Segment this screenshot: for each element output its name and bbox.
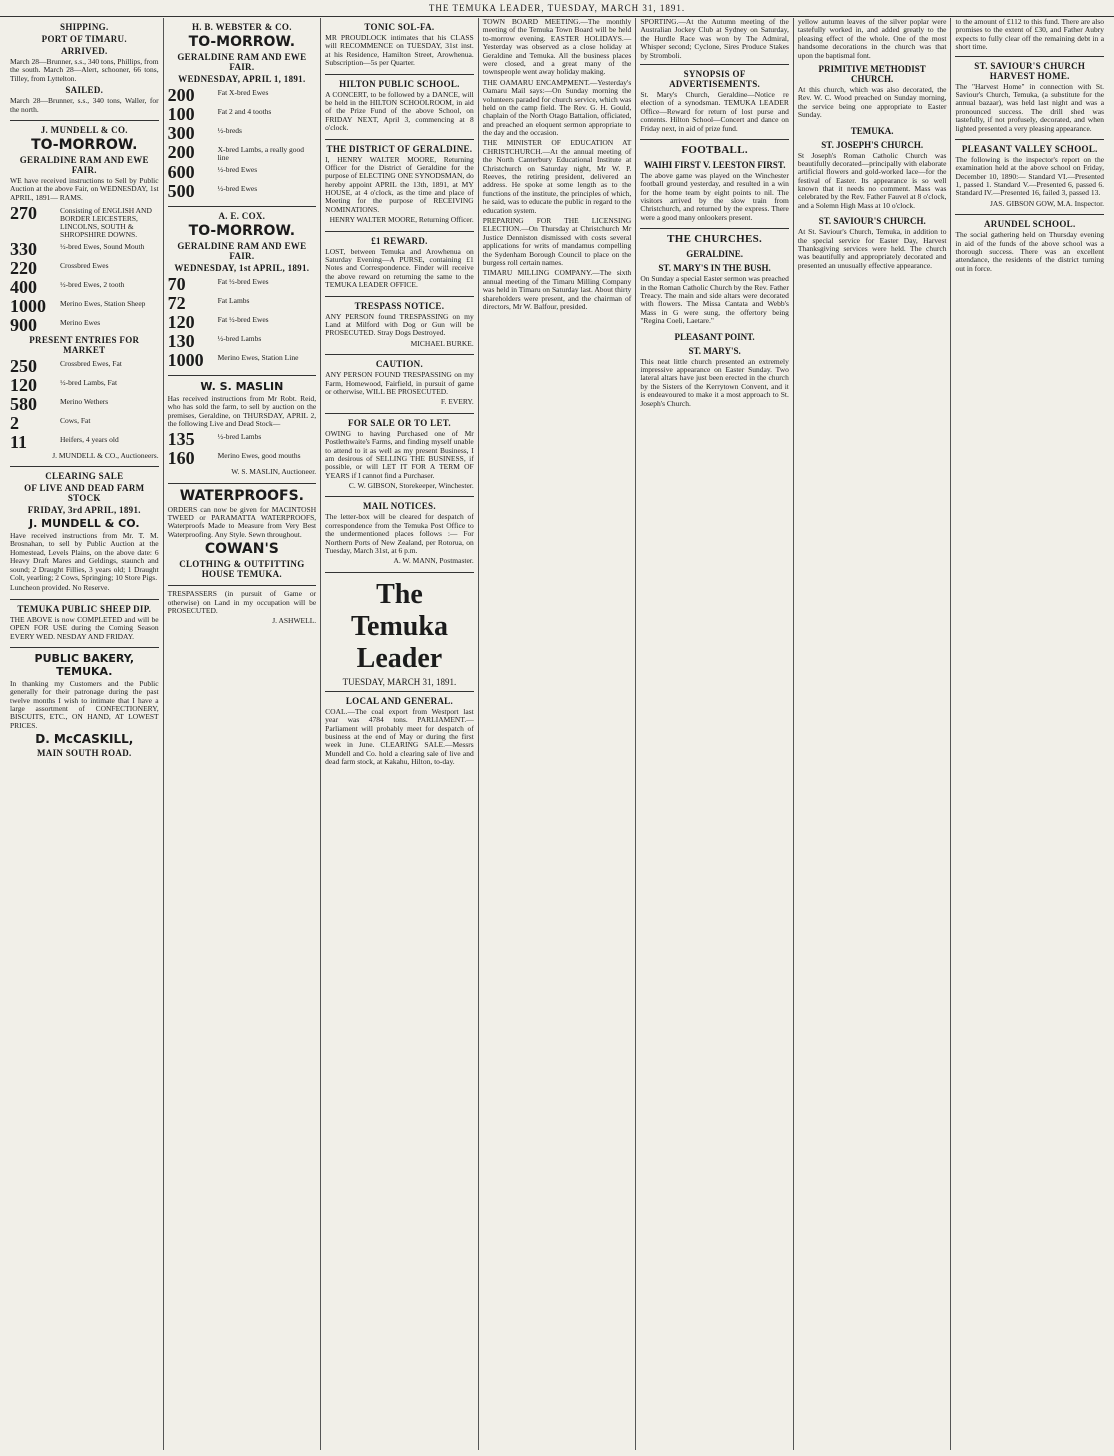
column-7	[951, 18, 1108, 1450]
page-header: THE TEMUKA LEADER, TUESDAY, MARCH 31, 1891.	[0, 0, 1114, 17]
forsale-title: FOR SALE OR TO LET.	[347, 417, 451, 428]
churches-body: On Sunday a special Easter sermon was preached in the Roman Catholic Church by the Rev. Father Treacy. The main and side altars were decorated with flowers. The Missa Cantata and Webb's Mass in G were sung, the offertory being "Regina Coeli, Laetare."	[640, 274, 789, 326]
trespass-name: MICHAEL BURKE.	[410, 338, 474, 348]
reward-body: LOST, between Temuka and Arowhenua on Saturday Evening—A PURSE, containing £1 Notes and Correspondence. Finder will receive the above reward on returning the same to the TEMUKA LEADER OFFICE.	[325, 246, 474, 290]
entry-row: 580 Merino Wethers	[10, 393, 109, 414]
cox-date: WEDNESDAY, 1st APRIL, 1891.	[174, 262, 310, 273]
clearing-sale-ad	[10, 471, 159, 593]
mundell-ad	[10, 125, 159, 460]
synopsis-body: St. Mary's Church, Geraldine—Notice re election of a synodsman. TEMUKA LEADER Office—Reward for return of lost purse and contents. Hilton School—Concert and dance on Friday next, in aid of prize fund.	[640, 89, 789, 133]
district-notice	[325, 144, 474, 225]
caution-notice	[325, 359, 474, 407]
bakery-addr: MAIN SOUTH ROAD.	[37, 748, 132, 759]
football-sub: WAIHI FIRST V. LEESTON FIRST.	[643, 159, 786, 170]
column-2	[164, 18, 322, 1450]
newspaper-nameplate: The Temuka Leader	[350, 578, 448, 674]
bakery-title: PUBLIC BAKERY, TEMUKA.	[34, 651, 135, 678]
webster-sub: GERALDINE RAM AND EWE FAIR.	[177, 52, 307, 72]
pleasant-valley-section	[955, 144, 1104, 208]
churches-title: THE CHURCHES.	[667, 233, 763, 246]
caution-title: CAUTION.	[375, 359, 424, 370]
column-5	[636, 18, 794, 1450]
forsale-name: C. W. GIBSON, Storekeeper, Winchester.	[348, 481, 474, 491]
divider	[955, 56, 1104, 57]
column-3	[321, 18, 479, 1450]
methodist-body: At this church, which was also decorated, the Rev. W. C. Wood preached on Sunday morning, the service being one appropriate to Easter Sunday.	[797, 84, 947, 120]
divider	[325, 572, 474, 573]
lot-row: 72 Fat Lambs	[167, 292, 250, 313]
article-text: THE OAMARU ENCAMPMENT.—Yesterday's Oamaru Mail says:—On Sunday morning the volunteers paraded for church service, which was held on the camp field. The Rev. G. H. Gould, chaplain of the North Otago Battalion, officiated, and preached an eloquent sermon appropriate to the day and the occasion.	[482, 77, 632, 138]
valley-title: PLEASANT VALLEY SCHOOL.	[961, 143, 1098, 154]
article-text: TOWN BOARD MEETING.—The monthly meeting of the Temuka Town Board will be held to-morrow evening. EASTER HOLIDAYS.—Yesterday was observed as a close holiday at Geraldine and Temuka. All the business places were closed, and a great many of the townspeople went away holiday making.	[482, 18, 632, 77]
divider	[640, 228, 789, 229]
cowans-brand: COWAN'S	[204, 541, 279, 558]
divider	[325, 354, 474, 355]
mundell-footer: J. MUNDELL & CO., Auctioneers.	[52, 450, 159, 460]
clearing-luncheon: Luncheon provided. No Reserve.	[10, 583, 110, 593]
bakery-body: In thanking my Customers and the Public generally for their patronage during the past twelve months I wish to intimate that I have a large assortment of CONFECTIONERY, BISCUITS, ETC., ON HAND, AT LOWEST PRICES.	[10, 678, 159, 730]
entry-row: 250 Crossbred Ewes, Fat	[10, 355, 122, 376]
webster-headline: TO-MORROW.	[188, 34, 296, 50]
divider	[325, 691, 474, 692]
article-text: yellow autumn leaves of the silver poplar were tastefully worked in, and added greatly to the pleasing effect of the whole. One of the most handsome decorations in the church was that upon the baptismal font.	[797, 18, 947, 60]
clearing-firm: J. MUNDELL & CO.	[29, 517, 140, 531]
divider	[325, 496, 474, 497]
lot-row: 130 ½-bred Lambs	[167, 330, 262, 351]
mail-title: MAIL NOTICES.	[362, 501, 436, 512]
methodist-title: PRIMITIVE METHODIST CHURCH.	[818, 63, 926, 84]
mundell-firm: J. MUNDELL & CO.	[40, 124, 128, 135]
maslin-footer: W. S. MASLIN, Auctioneer.	[231, 467, 317, 477]
tonic-title: TONIC SOL-FA.	[364, 22, 435, 32]
mail-notices	[325, 501, 474, 565]
lot-row: 270 Consisting of ENGLISH AND BORDER LEICESTERS, LINCOLNS, SOUTH & SHROPSHIRE DOWNS.	[10, 203, 152, 239]
saviour-title: ST. SAVIOUR'S CHURCH.	[818, 216, 926, 227]
temuka-body: St Joseph's Roman Catholic Church was beautifully decorated—principally with elaborate artificial flowers and gold-worked lace—for the festival of Easter. Its appearance is so well known that it needs no comment. Mass was celebrated by the Rev. Father Fauvel at 8 o'clock, and a Solemn High Mass at 10 o'clock.	[797, 150, 947, 210]
forsale-body: OWING to having Purchased one of Mr Postlethwaite's Farms, and finding myself unable to attend to it as well as my present Business, I am desirous of SELLING THE BUSINESS, if possible, or will LET IT FOR A TERM OF YEARS if I cannot find a Purchaser.	[325, 428, 474, 480]
divider	[325, 231, 474, 232]
column-4	[479, 18, 637, 1450]
maslin-ad	[168, 380, 317, 477]
sheep-dip-ad	[10, 604, 159, 641]
caution-body: ANY PERSON FOUND TRESPASSING on my Farm, Homewood, Fairfield, in pursuit of game or otherwise, WILL BE PROSECUTED.	[325, 370, 474, 396]
maslin-body: Has received instructions from Mr Robt. Reid, who has sold the farm, to sell by auction on the premises, Geraldine, on THURSDAY, APRIL 2, the following Live and Dead Stock—	[167, 393, 317, 428]
lot-row: 500 ½-bred Ewes	[167, 180, 258, 201]
synopsis-title: SYNOPSIS OF ADVERTISEMENTS.	[669, 68, 761, 89]
local-general	[325, 696, 474, 767]
maslin-firm: W. S. MASLIN	[200, 379, 284, 393]
arrived-label: ARRIVED.	[60, 46, 108, 56]
divider	[325, 413, 474, 414]
article-text: PREPARING FOR THE LICENSING ELECTION.—On Thursday at Christchurch Mr Justice Denniston dismissed with costs several applications for writs of mandamus compelling the Sydenham Borough Council to place on the burgess roll certain names.	[482, 215, 632, 267]
cox-ad	[168, 211, 317, 369]
divider	[640, 64, 789, 65]
waterproofs-body: ORDERS can now be given for MACINTOSH TWEED or PARAMATTA WATERPROOFS, Waterproofs Made to Measure from Very Best Waterproofing. Any Style. Sewn throughout.	[167, 504, 317, 539]
district-body: I, HENRY WALTER MOORE, Returning Officer for the District of Geraldine for the purpose of ELECTING ONE SYNODSMAN, do hereby appoint APRIL the 13th, 1891, at MY HOUSE, at 4 o'clock, as the time and place of Meeting for the purpose of RECEIVING NOMINATIONS.	[325, 154, 474, 214]
harvest-home-section	[955, 61, 1104, 133]
local-title: LOCAL AND GENERAL.	[345, 695, 454, 706]
synopsis-section	[640, 69, 789, 133]
temuka-sub: ST. JOSEPH'S CHURCH.	[821, 139, 924, 150]
local-body: COAL.—The coal export from Westport last year was 4784 tons. PARLIAMENT.—Parliament will probably meet for despatch of business at the end of May or during the first week in June. CLEARING SALE.—Messrs Mundell and Co. hold a clearing sale of live and dead farm stock, at Kakahu, Hilton, to-day.	[325, 706, 474, 767]
saviour-section	[798, 216, 947, 270]
tonic-sol-fa	[325, 22, 474, 68]
divider	[325, 74, 474, 75]
shipping-port: PORT OF TIMARU.	[41, 34, 127, 44]
district-title: THE DISTRICT OF GERALDINE.	[326, 143, 473, 154]
divider	[10, 647, 159, 648]
temuka-section	[798, 126, 947, 211]
ashwell-body: TRESPASSERS (in pursuit of Game or otherwise) on Land in my occupation will be PROSECUTED.	[167, 589, 317, 616]
mundell-headline: TO-MORROW.	[31, 136, 138, 153]
churches-section	[640, 233, 789, 325]
dip-title: TEMUKA PUBLIC SHEEP DIP.	[17, 603, 152, 614]
article-text: SPORTING.—At the Autumn meeting of the Australian Jockey Club at Sydney on Saturday, the Hurdle Race was won by The Admiral, Whisper second; Cyclone, Sires Produce Stakes by Stromboli.	[640, 18, 789, 60]
arundel-section	[955, 219, 1104, 273]
trespass-body: ANY PERSON found TRESPASSING on my Land at Milford with Dog or Gun will be PROSECUTED. Stray Dogs Destroyed.	[325, 311, 474, 338]
pleasant-body: This neat little church presented an extremely impressive appearance on Easter Sunday. Two lateral altars have just been erected in the church by the Sisters of the Kerrytown Convent, and it is endeavoured to make it a most approach to St. Joseph's Church.	[640, 356, 789, 408]
lot-row: 300 ½-breds	[167, 123, 242, 143]
churches-sub: GERALDINE.	[686, 249, 743, 260]
football-body: The above game was played on the Winchester football ground yesterday, and resulted in a win for the home team by eight points to nil. The visitors arrived by the slow train from Christchurch, and returned by the express. There were a good many onlookers present.	[640, 170, 789, 222]
waterproofs-ad	[168, 488, 317, 580]
column-6	[794, 18, 952, 1450]
clearing-body: Have received instructions from Mr. T. M. Brosnahan, to sell by Public Auction at the Homestead, Levels Plains, on the above date: 6 Heavy Draft Mares and Geldings, staunch and sound; 2 Draught Fillies, 3 years old; 1 Draught Colt, yearling; 2 Cows, Springing; 10 Store Pigs.	[10, 531, 159, 582]
mundell-sub: GERALDINE RAM AND EWE FAIR.	[19, 154, 149, 175]
valley-body: The following is the inspector's report on the examination held at the above school on Friday, December 10, 1890:— Standard VI.—Presented 1, passed 1. Standard V.—Presented 6, passed 6. Standard IV.—Presented 16, failed 3, passed 13.	[955, 154, 1105, 198]
shipping-title: SHIPPING.	[60, 22, 109, 32]
lot-row: 135 ½-bred Lambs	[167, 429, 262, 450]
tonic-body: MR PROUDLOCK intimates that his CLASS will RECOMMENCE on TUESDAY, 31st inst. at his Residence, Hamilton Street, Arowhenua. Subscription—5s per Quarter.	[325, 33, 474, 68]
pleasant-point-section	[640, 332, 789, 408]
divider	[168, 206, 317, 207]
lot-row: 200 X-bred Lambs, a really good line	[167, 142, 305, 162]
football-section	[640, 144, 789, 222]
lot-row: 330 ½-bred Ewes, Sound Mouth	[10, 238, 145, 259]
football-title: FOOTBALL.	[681, 143, 748, 156]
article-text: THE MINISTER OF EDUCATION AT CHRISTCHURCH.—At the annual meeting of the North Canterbury Educational Institute at Christchurch on Saturday night, Mr W. P. Reeves, the retiring president, delivered an address. He spoke at some length as to the functions of the institute, the principles of which, he said, was to educate the public in regard to the education system.	[482, 138, 632, 215]
reward-notice	[325, 236, 474, 290]
clearing-sub: OF LIVE AND DEAD FARM STOCK	[24, 483, 145, 504]
saviour-body: At St. Saviour's Church, Temuka, in addition to the special service for Easter Day, Harvest Thanksgiving services were held. The church was beautifully and appropriately decorated and presented an unusually effective appearance.	[797, 227, 947, 270]
pleasant-sub: ST. MARY'S.	[688, 345, 741, 356]
mail-name: A. W. MANN, Postmaster.	[393, 556, 474, 566]
issue-date: TUESDAY, MARCH 31, 1891.	[342, 676, 457, 687]
temuka-title: TEMUKA.	[850, 125, 894, 136]
district-name: HENRY WALTER MOORE, Returning Officer.	[329, 215, 474, 225]
harvest-body: The "Harvest Home" in connection with St. Saviour's Church, Temuka, (a substitute for the annual bazaar), was held last night and was a pronounced success. The drill shed was tastefully, if not profusely, decorated, and when lighted presented a very pleasing appearance.	[955, 81, 1105, 133]
caution-name: F. EVERY.	[440, 397, 474, 407]
divider	[325, 296, 474, 297]
lot-row: 200 Fat X-bred Ewes	[167, 85, 269, 105]
lot-row: 600 ½-bred Ewes	[167, 161, 258, 182]
hilton-body: A CONCERT, to be followed by a DANCE, will be held in the HILTON SCHOOLROOM, in aid of the Prize Fund of the above School, on FRIDAY NEXT, April 3, commencing at 8 o'clock.	[325, 89, 474, 133]
clearing-date: FRIDAY, 3rd APRIL, 1891.	[27, 505, 141, 516]
lot-row: 1000 Merino Ewes, Station Line	[167, 349, 299, 370]
ashwell-notice	[168, 590, 317, 626]
bakery-name: D. McCASKILL,	[35, 732, 134, 747]
waterproofs-headline: WATERPROOFS.	[179, 487, 304, 504]
cox-firm: A. E. COX.	[218, 210, 266, 221]
dip-body: THE ABOVE is now COMPLETED and will be OPEN FOR USE during the Coming Season EVERY WED. NESDAY AND FRIDAY.	[10, 614, 159, 641]
divider	[955, 214, 1104, 215]
arundel-title: ARUNDEL SCHOOL.	[983, 219, 1076, 230]
lot-row: 220 Crossbred Ewes	[10, 257, 109, 278]
shipping-section	[10, 22, 159, 114]
columns	[6, 18, 1108, 1450]
webster-date: WEDNESDAY, APRIL 1, 1891.	[178, 74, 306, 84]
present-entries: PRESENT ENTRIES FOR MARKET	[29, 334, 140, 355]
lot-row: 120 Fat ½-bred Ewes	[167, 311, 269, 332]
mundell-intro: WE have received instructions to Sell by Public Auction at the above Fair, on WEDNESDAY, 1st APRIL, 1891— RAMS.	[10, 175, 159, 202]
trespass-title: TRESPASS NOTICE.	[354, 300, 445, 311]
ashwell-name: J. ASHWELL.	[272, 616, 317, 626]
divider	[955, 139, 1104, 140]
cowans-tag: CLOTHING & OUTFITTING HOUSE TEMUKA.	[179, 559, 305, 580]
cox-sub: GERALDINE RAM AND EWE FAIR.	[177, 240, 307, 261]
churches-sub2: ST. MARY'S IN THE BUSH.	[658, 263, 771, 274]
webster-firm: H. B. WEBSTER & CO.	[191, 22, 292, 32]
bakery-ad	[10, 652, 159, 758]
lot-row: 900 Merino Ewes	[10, 314, 101, 335]
for-sale-notice	[325, 418, 474, 491]
divider	[10, 466, 159, 467]
entry-row: 120 ½-bred Lambs, Fat	[10, 374, 118, 395]
trespass-notice	[325, 301, 474, 349]
cox-headline: TO-MORROW.	[188, 222, 296, 239]
arundel-body: The social gathering held on Thursday evening in aid of the funds of the above school was a thorough success. There was an excellent attendance, the residents of the district turning out in force.	[955, 230, 1105, 273]
divider	[168, 375, 317, 376]
sailed-text: March 28—Brunner, s.s., 340 tons, Waller, for the north.	[10, 96, 159, 114]
entry-row: 2 Cows, Fat	[10, 412, 91, 433]
entry-row: 11 Heifers, 4 years old	[10, 431, 119, 452]
column-1	[6, 18, 164, 1450]
arrived-text: March 28—Brunner, s.s., 340 tons, Phillips, from the south. March 28—Alert, schooner, 66 tons, Tilley, from Lyttelton.	[10, 57, 159, 83]
divider	[640, 139, 789, 140]
divider	[10, 599, 159, 600]
divider	[10, 120, 159, 121]
lot-row: 100 Fat 2 and 4 tooths	[167, 104, 272, 124]
article-text: TIMARU MILLING COMPANY.—The sixth annual meeting of the Timaru Milling Company was held in Timaru on Saturday last. About thirty shareholders were present, and the chairman of directors, Mr W. Balfour, presided.	[482, 268, 632, 311]
divider	[325, 139, 474, 140]
mail-body: The letter-box will be cleared for despatch of correspondence from the Temuka Post Office to the undermentioned places follows :— For Northern Ports of New Zealand, per Rotorua, on Tuesday, March 31st, at 6 p.m.	[325, 512, 474, 556]
valley-name: JAS. GIBSON GOW, M.A. Inspector.	[989, 198, 1105, 208]
divider	[168, 483, 317, 484]
harvest-title: ST. SAVIOUR'S CHURCH HARVEST HOME.	[974, 60, 1086, 81]
webster-ad	[168, 22, 317, 200]
article-text: to the amount of £112 to this fund. There are also promises to the extent of £30, and Father Aubry expects to fully clear off the remaining debt in a short time.	[955, 18, 1105, 52]
hilton-title: HILTON PUBLIC SCHOOL.	[339, 78, 460, 89]
clearing-title: CLEARING SALE	[45, 471, 124, 482]
methodist-section	[798, 64, 947, 120]
sailed-label: SAILED.	[65, 85, 104, 96]
lot-row: 160 Merino Ewes, good mouths	[167, 448, 301, 469]
lot-row: 400 ½-bred Ewes, 2 tooth	[10, 276, 125, 297]
hilton-school	[325, 79, 474, 133]
lot-row: 70 Fat ½-bred Ewes	[167, 273, 269, 294]
pleasant-title: PLEASANT POINT.	[674, 331, 755, 342]
lot-row: 1000 Merino Ewes, Station Sheep	[10, 295, 146, 316]
reward-title: £1 REWARD.	[371, 235, 428, 246]
divider	[168, 585, 317, 586]
